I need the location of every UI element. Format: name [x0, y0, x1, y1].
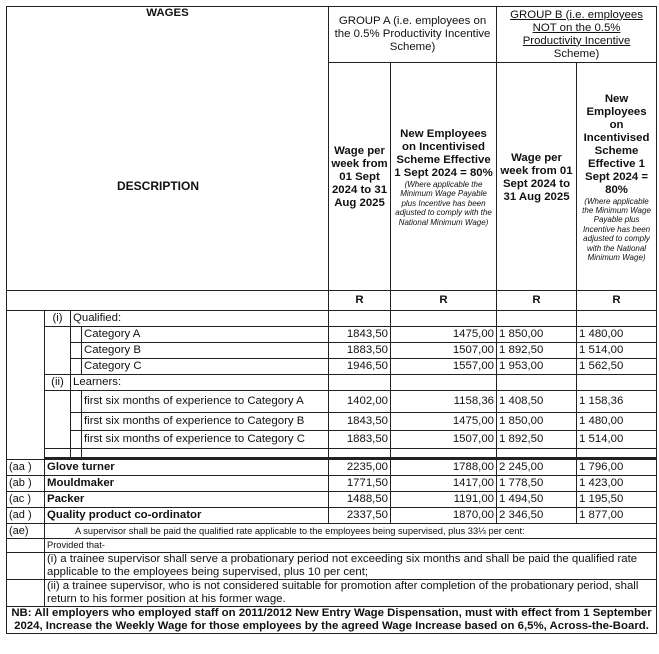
ab-c3: 1 778,50	[497, 476, 577, 492]
group-b-heading	[497, 7, 657, 63]
ab-label: Mouldmaker	[45, 476, 329, 492]
learner-a-c1: 1402,00	[329, 391, 391, 413]
ae-code: (ae)	[7, 524, 45, 539]
col2-heading-note: (Where applicable the Minimum Wage Payable plus Incentive has been adjusted to comply with the National Minimum Wage)	[395, 179, 492, 227]
ad-c3: 2 346,50	[497, 508, 577, 524]
wages-table	[6, 6, 657, 634]
qualified-label: Qualified:	[71, 311, 329, 327]
aa-c4: 1 796,00	[577, 460, 657, 476]
group-a-heading: GROUP A (i.e. employees on the 0.5% Productivity Incentive Scheme)	[329, 7, 497, 63]
learner-b-c3: 1 850,00	[497, 413, 577, 431]
currency-col4: R	[577, 291, 657, 311]
learner-b-c1: 1843,50	[329, 413, 391, 431]
ab-c1: 1771,50	[329, 476, 391, 492]
ac-c3: 1 494,50	[497, 492, 577, 508]
cat-a-c1: 1843,50	[329, 327, 391, 343]
cat-c-label: Category C	[82, 359, 329, 375]
table-row	[7, 580, 657, 607]
ab-code: (ab )	[7, 476, 45, 492]
cat-b-label: Category B	[82, 343, 329, 359]
currency-col3: R	[497, 291, 577, 311]
table-row	[7, 413, 657, 431]
learners-label: Learners:	[71, 375, 329, 391]
learner-a-label: first six months of experience to Category A	[82, 391, 329, 413]
cat-a-c4: 1 480,00	[577, 327, 657, 343]
nb-text: NB: All employers who employed staff on 2011/2012 New Entry Wage Dispensation, must with effect from 1 September 2024, Increase the Weekly Wage for those employees by the agreed Wage Increase based on 6,5%, Across-the-Board.	[7, 607, 657, 634]
table-row	[7, 431, 657, 449]
wages-document	[6, 6, 656, 651]
col2-heading-main: New Employees on Incentivised Scheme Effective 1 Sept 2024 = 80%	[394, 127, 493, 179]
aa-label: Glove turner	[45, 460, 329, 476]
qualified-marker: (i)	[45, 311, 71, 327]
description-heading: DESCRIPTION	[117, 179, 200, 193]
ac-c4: 1 195,50	[577, 492, 657, 508]
outer-blank	[7, 311, 45, 460]
group-b-line3: Productivity Incentive	[522, 34, 631, 47]
cat-b-c3: 1 892,50	[497, 343, 577, 359]
learner-c-c2: 1507,00	[391, 431, 497, 449]
aa-code: (aa )	[7, 460, 45, 476]
table-row	[7, 359, 657, 375]
cat-c-c4: 1 562,50	[577, 359, 657, 375]
aa-c3: 2 245,00	[497, 460, 577, 476]
ae-text: A supervisor shall be paid the qualified rate applicable to the employees being supervised, plus 33⅓ per cent:	[45, 524, 657, 539]
wages-heading-cell	[7, 7, 329, 291]
col4-heading	[577, 63, 657, 291]
learner-a-c2: 1158,36	[391, 391, 497, 413]
learner-c-c3: 1 892,50	[497, 431, 577, 449]
cat-a-c2: 1475,00	[391, 327, 497, 343]
cat-c-c1: 1946,50	[329, 359, 391, 375]
aa-c1: 2235,00	[329, 460, 391, 476]
table-row	[7, 492, 657, 508]
table-row	[7, 553, 657, 580]
ac-c1: 1488,50	[329, 492, 391, 508]
currency-col1: R	[329, 291, 391, 311]
learner-c-c1: 1883,50	[329, 431, 391, 449]
wages-title: WAGES	[146, 7, 189, 19]
table-row	[7, 460, 657, 476]
ad-label: Quality product co-ordinator	[45, 508, 329, 524]
col4-heading-note: (Where applicable the Minimum Wage Payable plus Incentive has been adjusted to comply with the National Minimum Wage)	[582, 196, 651, 263]
aa-c2: 1788,00	[391, 460, 497, 476]
cat-c-c2: 1557,00	[391, 359, 497, 375]
cat-c-c3: 1 953,00	[497, 359, 577, 375]
spacer-row	[7, 449, 657, 458]
table-row	[7, 391, 657, 413]
col3-heading: Wage per week from 01 Sept 2024 to 31 Aug 2025	[497, 63, 577, 291]
ad-c4: 1 877,00	[577, 508, 657, 524]
learner-b-label: first six months of experience to Category B	[82, 413, 329, 431]
learner-a-c3: 1 408,50	[497, 391, 577, 413]
proviso-1: (i) a trainee supervisor shall serve a probationary period not exceeding six months and shall be paid the qualified rate applicable to the employees being supervised, plus 10 per cent;	[45, 553, 657, 580]
group-b-line2: NOT on the 0.5%	[532, 21, 621, 34]
learner-c-label: first six months of experience to Category C	[82, 431, 329, 449]
currency-row-blank	[7, 291, 329, 311]
table-row	[7, 375, 657, 391]
currency-col2: R	[391, 291, 497, 311]
learner-a-c4: 1 158,36	[577, 391, 657, 413]
ac-c2: 1191,00	[391, 492, 497, 508]
table-row	[7, 311, 657, 327]
ad-code: (ad )	[7, 508, 45, 524]
proviso-intro: Provided that-	[45, 539, 657, 553]
cat-b-c4: 1 514,00	[577, 343, 657, 359]
cat-a-label: Category A	[82, 327, 329, 343]
table-row	[7, 539, 657, 553]
table-row	[7, 508, 657, 524]
learner-b-c2: 1475,00	[391, 413, 497, 431]
nb-row	[7, 607, 657, 634]
table-row	[7, 343, 657, 359]
ad-c2: 1870,00	[391, 508, 497, 524]
table-row	[7, 524, 657, 539]
table-row	[7, 327, 657, 343]
proviso-2: (ii) a trainee supervisor, who is not considered suitable for promotion after completion of the probationary period, shall return to his former position at his former wage.	[45, 580, 657, 607]
ac-code: (ac )	[7, 492, 45, 508]
ab-c2: 1417,00	[391, 476, 497, 492]
cat-a-c3: 1 850,00	[497, 327, 577, 343]
ac-label: Packer	[45, 492, 329, 508]
ab-c4: 1 423,00	[577, 476, 657, 492]
table-row	[7, 476, 657, 492]
cat-b-c1: 1883,50	[329, 343, 391, 359]
learners-marker: (ii)	[45, 375, 71, 391]
currency-row	[7, 291, 657, 311]
col1-heading: Wage per week from 01 Sept 2024 to 31 Aug 2025	[329, 63, 391, 291]
ad-c1: 2337,50	[329, 508, 391, 524]
group-b-line4: Scheme)	[553, 47, 600, 60]
learner-c-c4: 1 514,00	[577, 431, 657, 449]
learner-b-c4: 1 480,00	[577, 413, 657, 431]
col4-heading-main: New Employees on Incentivised Scheme Effective 1 Sept 2024 = 80%	[583, 92, 650, 196]
col2-heading	[391, 63, 497, 291]
cat-b-c2: 1507,00	[391, 343, 497, 359]
group-b-line1: GROUP B (i.e. employees	[510, 8, 643, 21]
